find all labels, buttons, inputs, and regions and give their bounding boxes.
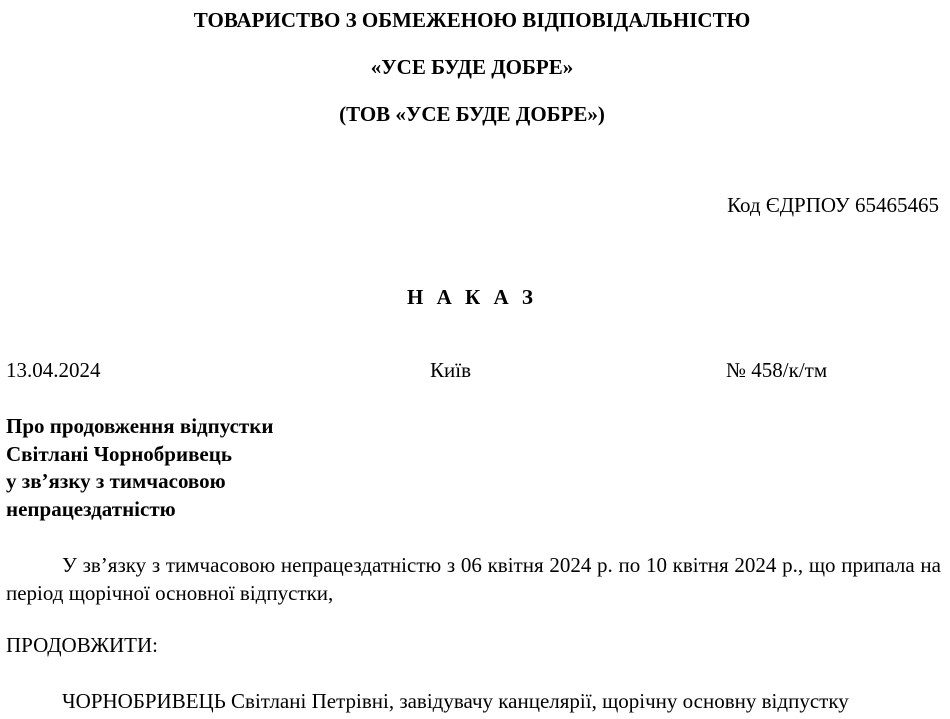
order-subject [6,413,273,523]
subject-line: у зв’язку з тимчасовою [6,469,226,493]
org-quoted-name: «УСЕ БУДЕ ДОБРЕ» [370,55,574,79]
org-short-name: (ТОВ «УСЕ БУДЕ ДОБРЕ») [339,102,605,126]
body-paragraph-reason: У зв’язку з тимчасовою непрацездатністю з 06 квітня 2024 р. по 10 квітня 2024 р., що припала на період щорічної основної відпустки, [6,553,941,605]
subject-line: Про продовження відпустки [6,414,274,438]
org-full-name: ТОВАРИСТВО З ОБМЕЖЕНОЮ ВІДПОВІДАЛЬНІСТЮ [193,8,751,32]
order-city: Київ [430,358,471,382]
decree-word: ПРОДОВЖИТИ: [6,633,159,657]
order-number: № 458/к/тм [726,358,828,382]
order-title: Н А К А З [407,285,537,309]
subject-line: непрацездатністю [6,496,176,521]
edrpou-code: Код ЄДРПОУ 65465465 [727,193,939,217]
order-date: 13.04.2024 [6,358,101,382]
subject-line: Світлані Чорнобривець [6,441,232,466]
body-paragraph-extension: ЧОРНОБРИВЕЦЬ Світлані Петрівні, завідувачу канцелярії, щорічну основну відпустку [62,689,849,713]
